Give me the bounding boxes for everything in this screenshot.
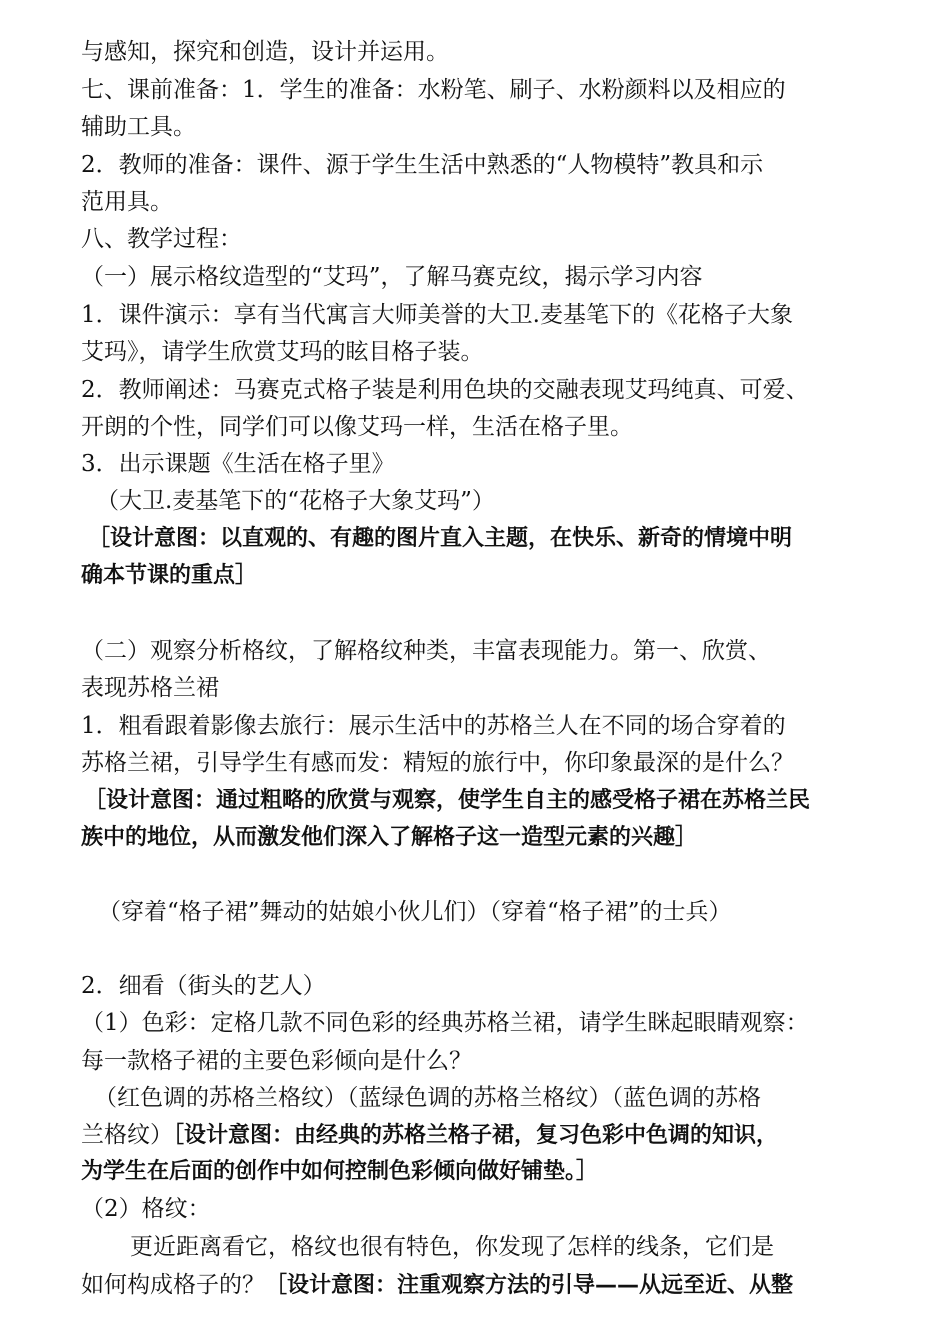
- text-line: 2．细看（街头的艺人）: [81, 973, 326, 999]
- text-line: 如何构成格子的？: [81, 1272, 265, 1298]
- subsection-heading: 表现苏格兰裙: [81, 675, 219, 701]
- text-line-with-note: [81, 1270, 793, 1300]
- image-caption-continued: [81, 1120, 778, 1150]
- text-line: 范用具。: [81, 189, 173, 215]
- text-line: 辅助工具。: [81, 114, 196, 140]
- text-line: 1．粗看跟着影像去旅行：展示生活中的苏格兰人在不同的场合穿着的: [81, 713, 786, 739]
- text-line: 2．教师阐述：马赛克式格子装是利用色块的交融表现艾玛纯真、可爱、: [81, 377, 809, 403]
- text-line: 2．教师的准备：课件、源于学生生活中熟悉的“人物模特”教具和示: [81, 152, 764, 178]
- text-line: 七、课前准备：1．学生的准备：水粉笔、刷子、水粉颜料以及相应的: [81, 77, 786, 103]
- image-caption: 兰格纹）: [81, 1122, 173, 1148]
- text-line: （2）格纹：: [81, 1196, 211, 1222]
- text-line: 开朗的个性，同学们可以像艾玛一样，生活在格子里。: [81, 414, 633, 440]
- design-intent-note: ［设计意图：由经典的苏格兰格子裙，复习色彩中色调的知识，: [173, 1123, 779, 1148]
- image-caption: （红色调的苏格兰格纹）（蓝绿色调的苏格兰格纹）（蓝色调的苏格: [94, 1085, 761, 1111]
- text-line: 与感知，探究和创造，设计并运用。: [81, 39, 449, 65]
- design-intent-note: 确本节课的重点］: [81, 563, 258, 588]
- image-caption: （大卫.麦基笔下的“花格子大象艾玛”）: [96, 488, 495, 514]
- design-intent-note: 族中的地位，从而激发他们深入了解格子这一造型元素的兴趣］: [81, 825, 698, 850]
- subsection-heading: （一）展示格纹造型的“艾玛”，了解马赛克纹，揭示学习内容: [81, 264, 703, 290]
- text-line: 艾玛》，请学生欣赏艾玛的眩目格子装。: [81, 339, 484, 365]
- design-intent-note: ［设计意图：以直观的、有趣的图片直入主题，在快乐、新奇的情境中明: [88, 526, 793, 551]
- design-intent-note: ［设计意图：注重观察方法的引导——从远至近、从整: [265, 1273, 794, 1298]
- text-line: 每一款格子裙的主要色彩倾向是什么？: [81, 1048, 472, 1074]
- design-intent-note: ［设计意图：通过粗略的欣赏与观察，使学生自主的感受格子裙在苏格兰民: [84, 788, 811, 813]
- text-line: 苏格兰裙，引导学生有感而发：精短的旅行中，你印象最深的是什么？: [81, 750, 794, 776]
- section-heading: 八、教学过程：: [81, 226, 242, 252]
- text-line: 1．课件演示：享有当代寓言大师美誉的大卫.麦基笔下的《花格子大象: [81, 302, 793, 328]
- design-intent-note: 为学生在后面的创作中如何控制色彩倾向做好铺垫。］: [81, 1159, 599, 1184]
- image-caption: （穿着“格子裙”舞动的姑娘小伙儿们）（穿着“格子裙”的士兵）: [98, 899, 732, 925]
- text-line: 更近距离看它，格纹也很有特色，你发现了怎样的线条，它们是: [130, 1234, 774, 1260]
- text-line: 3．出示课题《生活在格子里》: [81, 451, 395, 477]
- subsection-heading: （二）观察分析格纹，了解格纹种类，丰富表现能力。第一、欣赏、: [81, 638, 771, 664]
- text-line: （1）色彩：定格几款不同色彩的经典苏格兰裙，请学生眯起眼睛观察：: [81, 1010, 809, 1036]
